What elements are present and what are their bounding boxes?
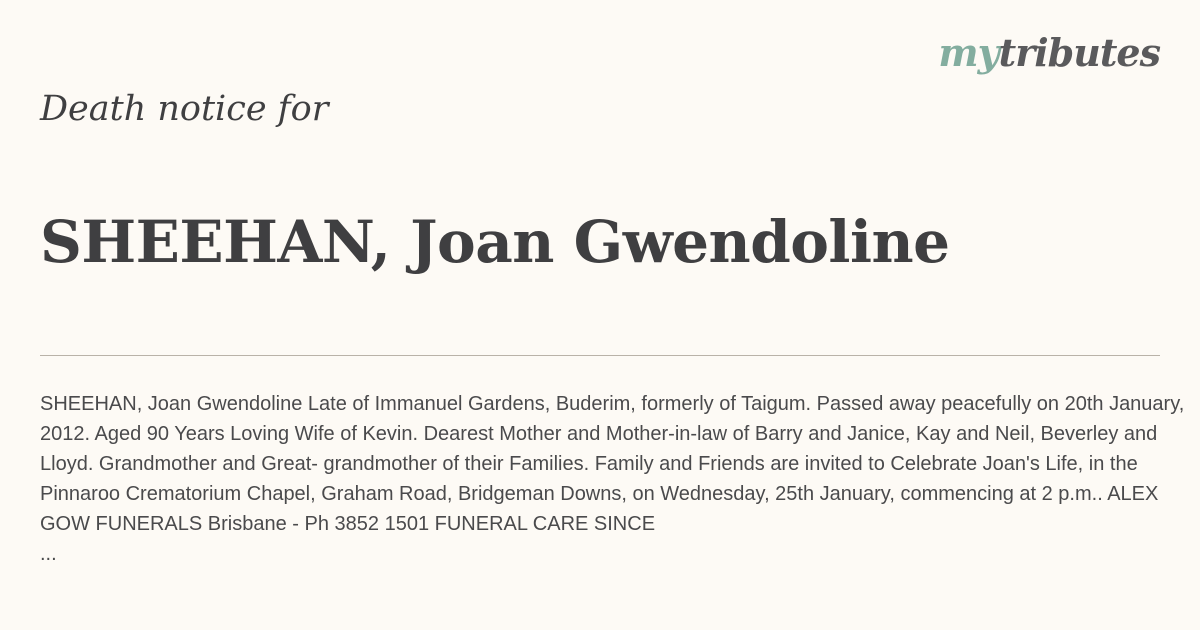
notice-kicker: Death notice for [40, 89, 329, 129]
notice-body-text: SHEEHAN, Joan Gwendoline Late of Immanuel Gardens, Buderim, formerly of Taigum. Passed away peacefully on 20th January, 2012. Aged 90 Years Loving Wife of Kevin. Dearest Mother and Mother-in-law of Barry and Janice, Kay and Neil, Beverley and Lloyd. Grandmother and Great- grandmother of their Families. Family and Friends are invited to Celebrate Joan's Life, in the Pinnaroo Crematorium Chapel, Graham Road, Bridgeman Downs, on Wednesday, 25th January, commencing at 2 p.m.. ALEX GOW FUNERALS Brisbane - Ph 3852 1501 FUNERAL CARE SINCE [40, 393, 1185, 535]
deceased-name: SHEEHAN, Joan Gwendoline [40, 208, 950, 276]
notice-body [40, 389, 1190, 569]
mytributes-logo [938, 30, 1160, 75]
logo-my: my [938, 30, 999, 75]
logo-tributes: tributes [998, 30, 1160, 75]
divider [40, 355, 1160, 356]
notice-ellipsis: ... [40, 543, 57, 565]
